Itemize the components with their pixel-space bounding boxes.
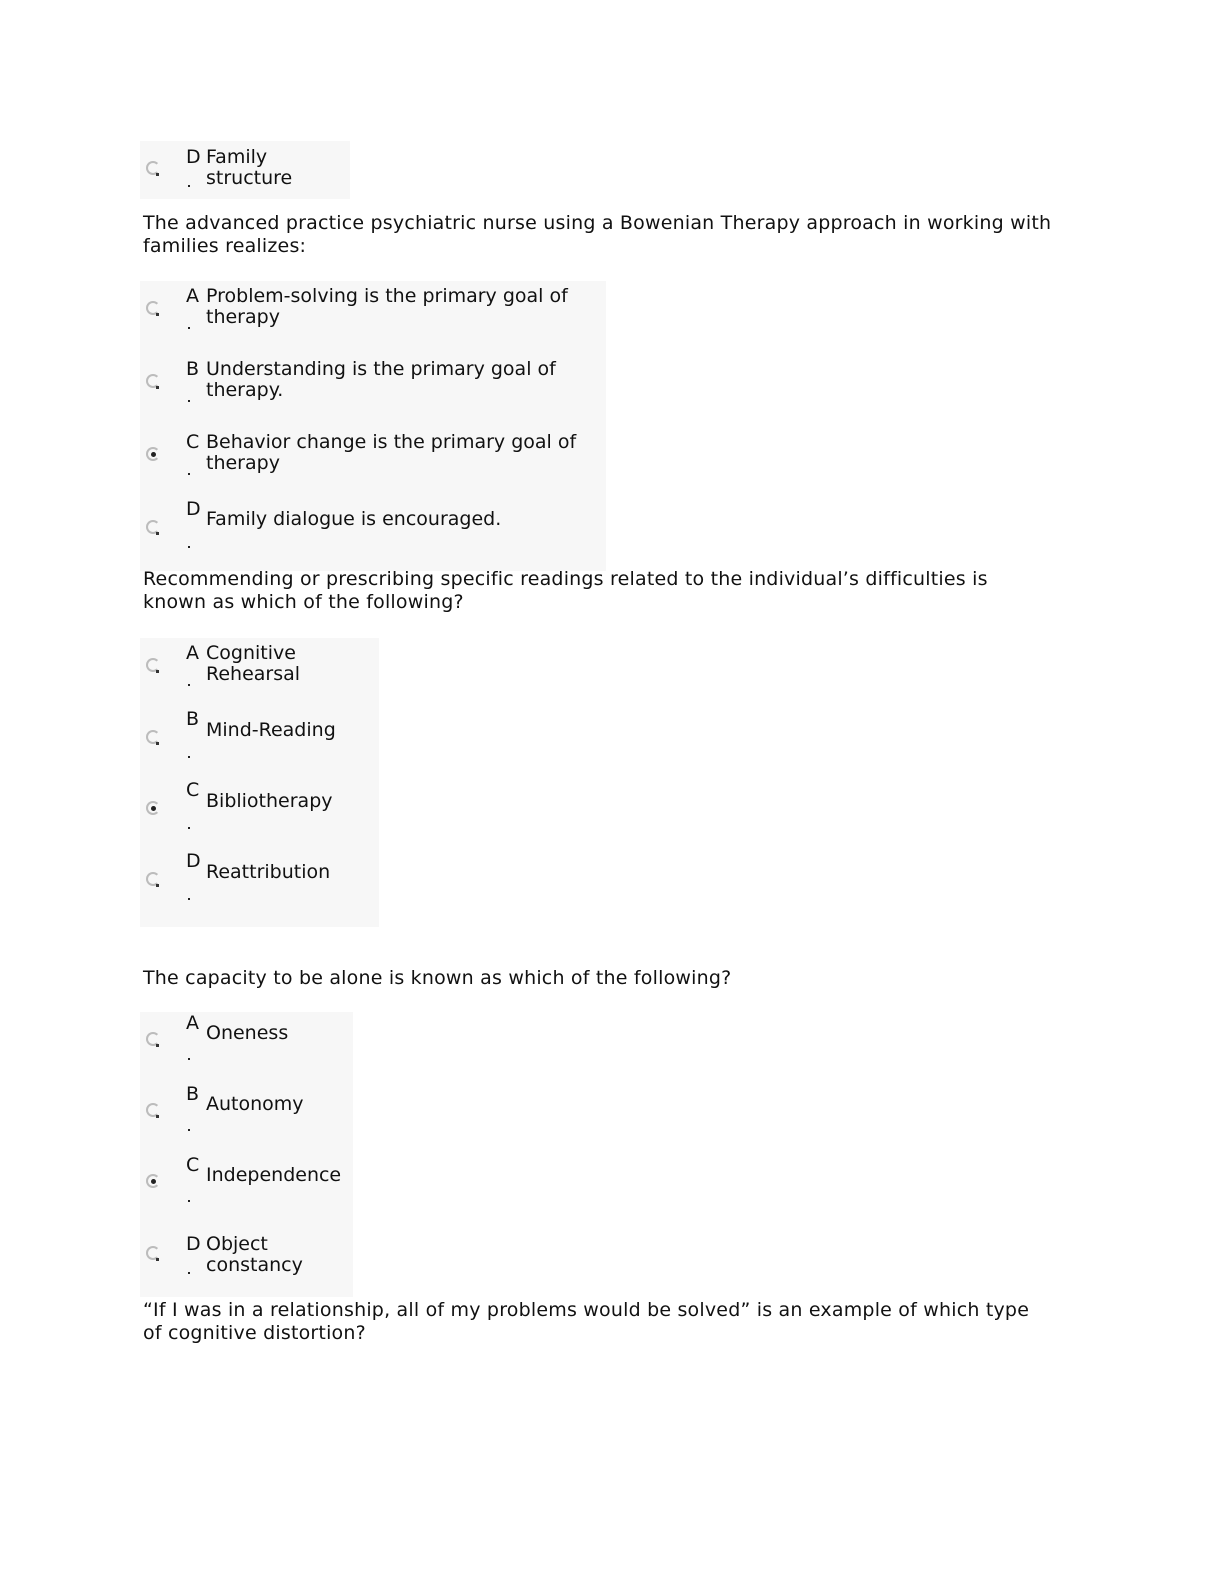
option-text: Family dialogue is encouraged.	[206, 508, 502, 530]
option-d[interactable]	[140, 1226, 353, 1286]
option-a[interactable]	[140, 281, 606, 341]
option-c[interactable]	[140, 781, 379, 841]
option-letter: A	[186, 642, 199, 664]
option-a[interactable]	[140, 638, 379, 698]
option-dot	[188, 898, 190, 900]
options-block-q3	[140, 1012, 353, 1297]
option-b[interactable]	[140, 710, 379, 770]
option-letter: D	[186, 1233, 201, 1255]
option-text: Family structure	[206, 146, 293, 189]
option-letter: D	[186, 850, 201, 872]
question-text: “If I was in a relationship, all of my problems would be solved” is an example of which type of cognitive distortion?	[143, 1299, 1030, 1344]
option-letter: B	[186, 708, 200, 730]
option-text: Bibliotherapy	[206, 790, 333, 812]
option-dot	[188, 185, 190, 187]
radio-button[interactable]	[146, 301, 160, 315]
option-dot	[188, 400, 190, 402]
radio-button[interactable]	[146, 374, 160, 388]
option-c[interactable]	[140, 427, 606, 487]
option-b[interactable]	[140, 354, 606, 414]
option-letter: A	[186, 1012, 199, 1034]
option-d[interactable]	[140, 500, 606, 560]
option-dot	[188, 1272, 190, 1274]
option-letter: C	[186, 1154, 200, 1176]
question-text: The capacity to be alone is known as which of the following?	[143, 967, 732, 989]
option-text: Mind-Reading	[206, 719, 336, 741]
option-text: Understanding is the primary goal of therapy.	[206, 358, 556, 401]
option-dot	[188, 684, 190, 686]
option-dot	[188, 546, 190, 548]
option-text: Problem-solving is the primary goal of therapy	[206, 285, 568, 328]
option-letter: A	[186, 285, 199, 307]
option-a[interactable]	[140, 1012, 353, 1072]
option-dot	[188, 756, 190, 758]
radio-button[interactable]	[146, 1103, 160, 1117]
option-text: Autonomy	[206, 1093, 304, 1115]
options-block-q1	[140, 281, 606, 571]
radio-button[interactable]	[146, 872, 160, 886]
radio-button-selected[interactable]	[146, 447, 160, 461]
radio-button-selected[interactable]	[146, 1174, 160, 1188]
option-c[interactable]	[140, 1154, 353, 1214]
radio-button-selected[interactable]	[146, 801, 160, 815]
option-dot	[188, 827, 190, 829]
option-letter: D	[186, 146, 201, 168]
options-block-q0	[140, 141, 350, 199]
option-letter: B	[186, 358, 200, 380]
option-letter: C	[186, 779, 200, 801]
option-dot	[188, 1058, 190, 1060]
option-dot	[188, 1129, 190, 1131]
option-d[interactable]	[140, 141, 350, 201]
option-text: Behavior change is the primary goal of therapy	[206, 431, 577, 474]
option-text: Reattribution	[206, 861, 331, 883]
option-letter: B	[186, 1083, 200, 1105]
option-dot	[188, 327, 190, 329]
option-d[interactable]	[140, 852, 379, 912]
radio-button[interactable]	[146, 1032, 160, 1046]
options-block-q2	[140, 638, 379, 927]
option-b[interactable]	[140, 1083, 353, 1143]
question-text: The advanced practice psychiatric nurse using a Bowenian Therapy approach in working with families realizes:	[143, 212, 1052, 257]
radio-button[interactable]	[146, 520, 160, 534]
option-text: Oneness	[206, 1022, 289, 1044]
radio-button[interactable]	[146, 730, 160, 744]
radio-button[interactable]	[146, 161, 160, 175]
option-dot	[188, 1200, 190, 1202]
option-text: Cognitive Rehearsal	[206, 642, 301, 685]
option-text: Object constancy	[206, 1233, 303, 1276]
option-text: Independence	[206, 1164, 342, 1186]
radio-button[interactable]	[146, 1246, 160, 1260]
option-letter: C	[186, 431, 200, 453]
radio-button[interactable]	[146, 658, 160, 672]
question-text: Recommending or prescribing specific readings related to the individual’s difficulties is known as which of the following?	[143, 568, 988, 613]
option-dot	[188, 473, 190, 475]
option-letter: D	[186, 498, 201, 520]
